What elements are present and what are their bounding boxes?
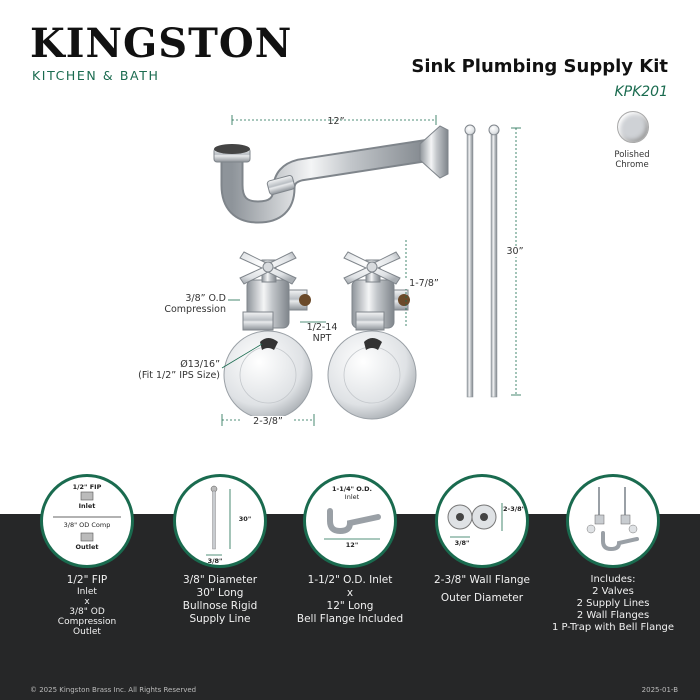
f2-width-label: 3/8" xyxy=(207,557,223,565)
dim-valve-inlet xyxy=(296,322,348,344)
feature-valve-circle xyxy=(40,474,134,568)
f1-bottom-sub: Outlet xyxy=(75,543,99,551)
valve-left-icon xyxy=(240,252,311,330)
flange-left-icon xyxy=(224,331,312,419)
f1-line: Inlet xyxy=(77,587,97,597)
f1-top-label: 1/2" FIP xyxy=(72,483,102,491)
feature-trap-text xyxy=(285,574,415,626)
f3-line: Bell Flange Included xyxy=(296,613,404,625)
f4-line: Outer Diameter xyxy=(440,592,524,604)
f1-line: x xyxy=(84,597,90,607)
f1-bottom-label: 3/8" OD Comp xyxy=(63,521,111,529)
f3-length-label: 12" xyxy=(345,541,359,549)
product-sku: KPK201 xyxy=(614,84,668,100)
dim-trap-length: 12” xyxy=(327,116,345,127)
f5-line: Includes: xyxy=(590,574,636,585)
doc-code: 2025-01-B xyxy=(641,686,678,694)
p-trap-small-icon xyxy=(306,477,394,565)
wall-flange-icon xyxy=(438,477,526,565)
f2-line: Supply Line xyxy=(189,613,251,625)
dim-valve-inlet-line2: NPT xyxy=(312,333,332,344)
dim-flange-hole-line2: (Fit 1/2” IPS Size) xyxy=(138,370,220,381)
feature-kit-text xyxy=(548,574,678,634)
flange-right-icon xyxy=(328,331,416,419)
finish-line2: Chrome xyxy=(615,160,649,170)
f2-line: 3/8" Diameter xyxy=(182,574,258,586)
dim-valve-height: 1-7/8” xyxy=(404,278,444,289)
valve-right-icon xyxy=(344,252,410,330)
f5-line: 2 Wall Flanges xyxy=(576,610,650,621)
dim-valve-outlet-line2: Compression xyxy=(164,304,226,315)
f1-line: Compression xyxy=(57,617,117,627)
f2-line: 30" Long xyxy=(196,587,244,599)
f4-width-label: 3/8" xyxy=(454,539,470,547)
feature-flange-circle xyxy=(435,474,529,568)
f1-top-sub: Inlet xyxy=(78,502,96,510)
f3-line: 12" Long xyxy=(326,600,374,612)
f5-line: 2 Supply Lines xyxy=(576,598,650,609)
brand-name: KINGSTON xyxy=(30,20,293,67)
feature-kit-circle xyxy=(566,474,660,568)
f5-line: 2 Valves xyxy=(592,586,634,597)
supply-lines-icon xyxy=(465,125,521,397)
feature-flange-text xyxy=(417,574,547,605)
dim-valve-outlet-line1: 3/8” O.D xyxy=(185,293,226,304)
f2-line: Bullnose Rigid xyxy=(182,600,258,612)
copyright: © 2025 Kingston Brass Inc. All Rights Reserved xyxy=(30,686,197,694)
feature-trap-circle xyxy=(303,474,397,568)
dim-valve-inlet-line1: 1/2-14 xyxy=(306,322,338,333)
f3-inlet-line1: 1-1/4" O.D. xyxy=(331,485,372,493)
f5-line: 1 P-Trap with Bell Flange xyxy=(551,622,675,633)
f3-line: 1-1/2" O.D. Inlet xyxy=(307,574,393,586)
dim-flange-diameter: 2-3/8” xyxy=(242,416,294,427)
f4-height-label: 2-3/8" xyxy=(502,505,526,513)
kit-contents-icon xyxy=(569,477,657,565)
f3-line: x xyxy=(346,587,354,599)
brand-subtitle: KITCHEN & BATH xyxy=(32,68,160,83)
dim-supply-length: 30” xyxy=(500,246,530,257)
feature-supply-text xyxy=(155,574,285,626)
f1-line: Outlet xyxy=(73,627,101,637)
f1-line: 1/2" FIP xyxy=(66,574,108,586)
p-trap-icon xyxy=(214,126,448,212)
feature-supply-circle xyxy=(173,474,267,568)
f4-line: 2-3/8" Wall Flange xyxy=(433,574,531,586)
f1-line: 3/8" OD xyxy=(69,607,105,617)
dim-flange-hole xyxy=(110,359,220,381)
dim-valve-outlet xyxy=(150,293,226,315)
product-title: Sink Plumbing Supply Kit xyxy=(411,56,668,77)
dim-flange-hole-line1: Ø13/16” xyxy=(180,359,220,370)
feature-valve-text xyxy=(22,574,152,637)
finish-line1: Polished xyxy=(614,150,650,160)
f3-inlet-line2: Inlet xyxy=(344,493,360,501)
f2-height-label: 30" xyxy=(238,515,252,523)
